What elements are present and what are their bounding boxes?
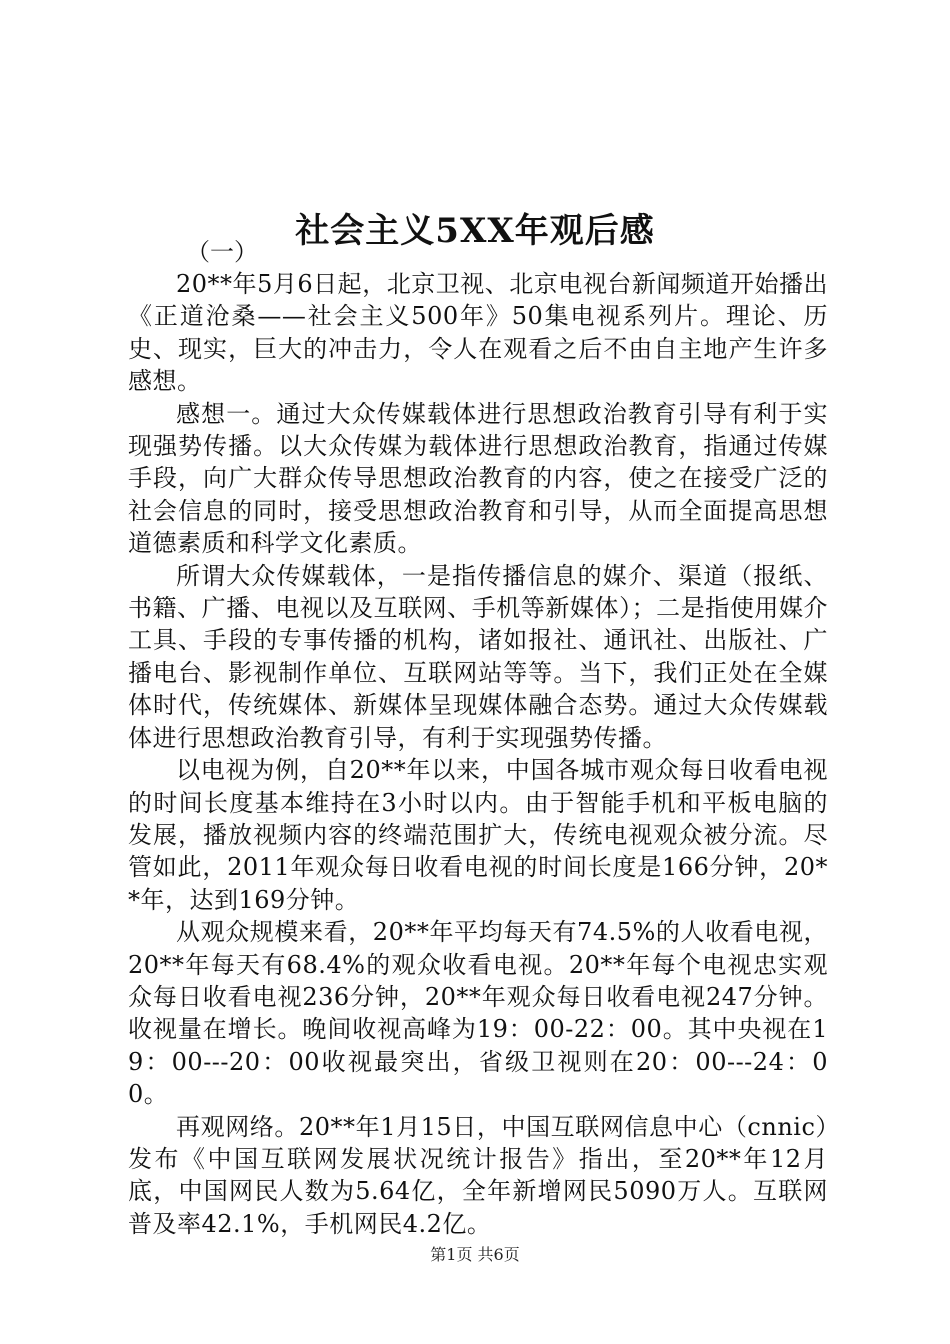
paragraph: 再观网络。20**年1月15日，中国互联网信息中心（cnnic）发布《中国互联网发展状况统计报告》指出，至20**年12月底，中国网民人数为5.64亿，全年新增网民5090万人。互联网普及率42.1%，手机网民4.2亿。	[128, 1112, 828, 1238]
paragraph: 所谓大众传媒载体，一是指传播信息的媒介、渠道（报纸、书籍、广播、电视以及互联网、手机等新媒体）；二是指使用媒介工具、手段的专事传播的机构，诸如报社、通讯社、出版社、广播电台、影视制作单位、互联网站等等。当下，我们正处在全媒体时代，传统媒体、新媒体呈现媒体融合态势。通过大众传媒载体进行思想政治教育引导，有利于实现强势传播。	[128, 561, 828, 752]
paragraph: 感想一。通过大众传媒载体进行思想政治教育引导有利于实现强势传播。以大众传媒为载体进行思想政治教育，指通过传媒手段，向广大群众传导思想政治教育的内容，使之在接受广泛的社会信息的同时，接受思想政治教育和引导，从而全面提高思想道德素质和科学文化素质。	[128, 399, 828, 558]
section-label: （一）	[186, 238, 258, 266]
paragraph: 以电视为例，自20**年以来，中国各城市观众每日收看电视的时间长度基本维持在3小时以内。由于智能手机和平板电脑的发展，播放视频内容的终端范围扩大，传统电视观众被分流。尽管如此，2011年观众每日收看电视的时间长度是166分钟，20**年，达到169分钟。	[128, 756, 828, 914]
page-footer: 第1页 共6页	[430, 1245, 520, 1264]
paragraph: 20**年5月6日起，北京卫视、北京电视台新闻频道开始播出《正道沧桑——社会主义500年》50集电视系列片。理论、历史、现实，巨大的冲击力，令人在观看之后不由自主地产生许多感想。	[128, 270, 828, 396]
page-title: 社会主义5XX年观后感	[295, 210, 655, 251]
body-text	[128, 268, 828, 1240]
paragraph: 从观众规模来看，20**年平均每天有74.5%的人收看电视，20**年每天有68.4%的观众收看电视。20**年每个电视忠实观众每日收看电视236分钟，20**年观众每日收看电视247分钟。收视量在增长。晚间收视高峰为19：00-22：00。其中央视在19：00---20：00收视最突出，省级卫视则在20：00---24：00。	[128, 918, 828, 1109]
